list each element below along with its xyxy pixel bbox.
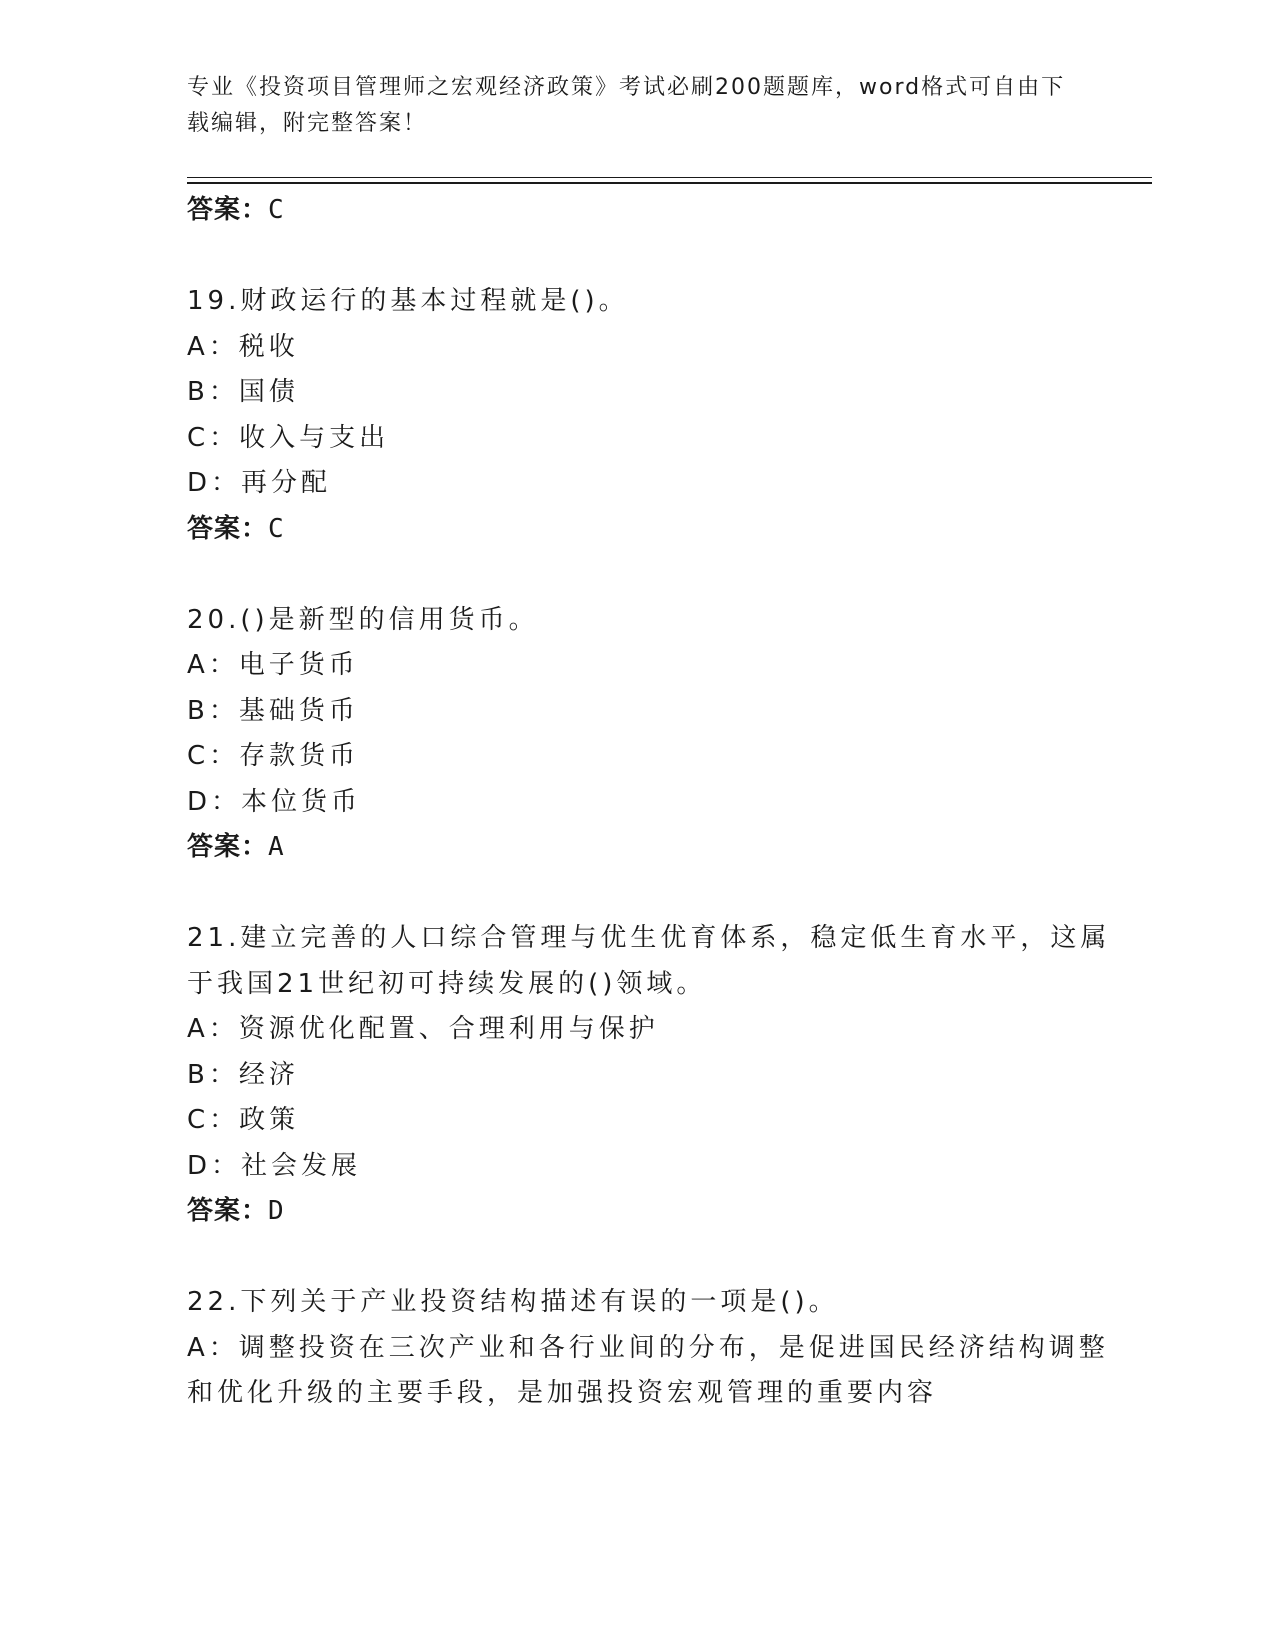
question-stem: 22.下列关于产业投资结构描述有误的一项是()。 xyxy=(187,1287,839,1317)
option-c: C：政策 xyxy=(187,1105,300,1135)
header-divider-thin xyxy=(187,177,1152,178)
document-header: 专业《投资项目管理师之宏观经济政策》考试必刷200题题库，word格式可自由下载编辑，附完整答案！ xyxy=(187,75,1066,136)
option-c: C：存款货币 xyxy=(187,741,360,771)
option-a: A：电子货币 xyxy=(187,650,359,680)
option-b: B：基础货币 xyxy=(187,695,359,726)
answer-line: 答案：A xyxy=(187,832,285,862)
option-b: B：国债 xyxy=(187,377,299,407)
option-d: D：再分配 xyxy=(187,468,332,498)
option-d: D：社会发展 xyxy=(187,1150,362,1181)
option-a: A：税收 xyxy=(187,331,299,362)
answer-line: 答案：C xyxy=(187,513,285,544)
option-d: D：本位货币 xyxy=(187,786,362,817)
option-a-line-2: 和优化升级的主要手段，是加强投资宏观管理的重要内容 xyxy=(187,1378,938,1408)
spacer xyxy=(187,1235,1087,1281)
option-a-line-1: A：调整投资在三次产业和各行业间的分布，是促进国民经济结构调整 xyxy=(187,1332,1109,1363)
header-divider-thick xyxy=(187,182,1152,184)
option-c: C：收入与支出 xyxy=(187,422,390,453)
answer-line: 答案：C xyxy=(187,195,285,225)
spacer xyxy=(187,234,1087,280)
spacer xyxy=(187,552,1087,598)
option-b: B：经济 xyxy=(187,1059,299,1090)
question-stem-line-2: 于我国21世纪初可持续发展的()领域。 xyxy=(187,968,707,999)
option-a: A：资源优化配置、合理利用与保护 xyxy=(187,1014,659,1044)
question-stem-line-1: 21.建立完善的人口综合管理与优生优育体系，稳定低生育水平，这属 xyxy=(187,923,1111,953)
question-list xyxy=(187,188,1111,1417)
answer-line: 答案：D xyxy=(187,1196,285,1226)
question-stem: 19.财政运行的基本过程就是()。 xyxy=(187,286,629,316)
spacer xyxy=(187,871,1087,917)
question-stem: 20.()是新型的信用货币。 xyxy=(187,604,539,635)
